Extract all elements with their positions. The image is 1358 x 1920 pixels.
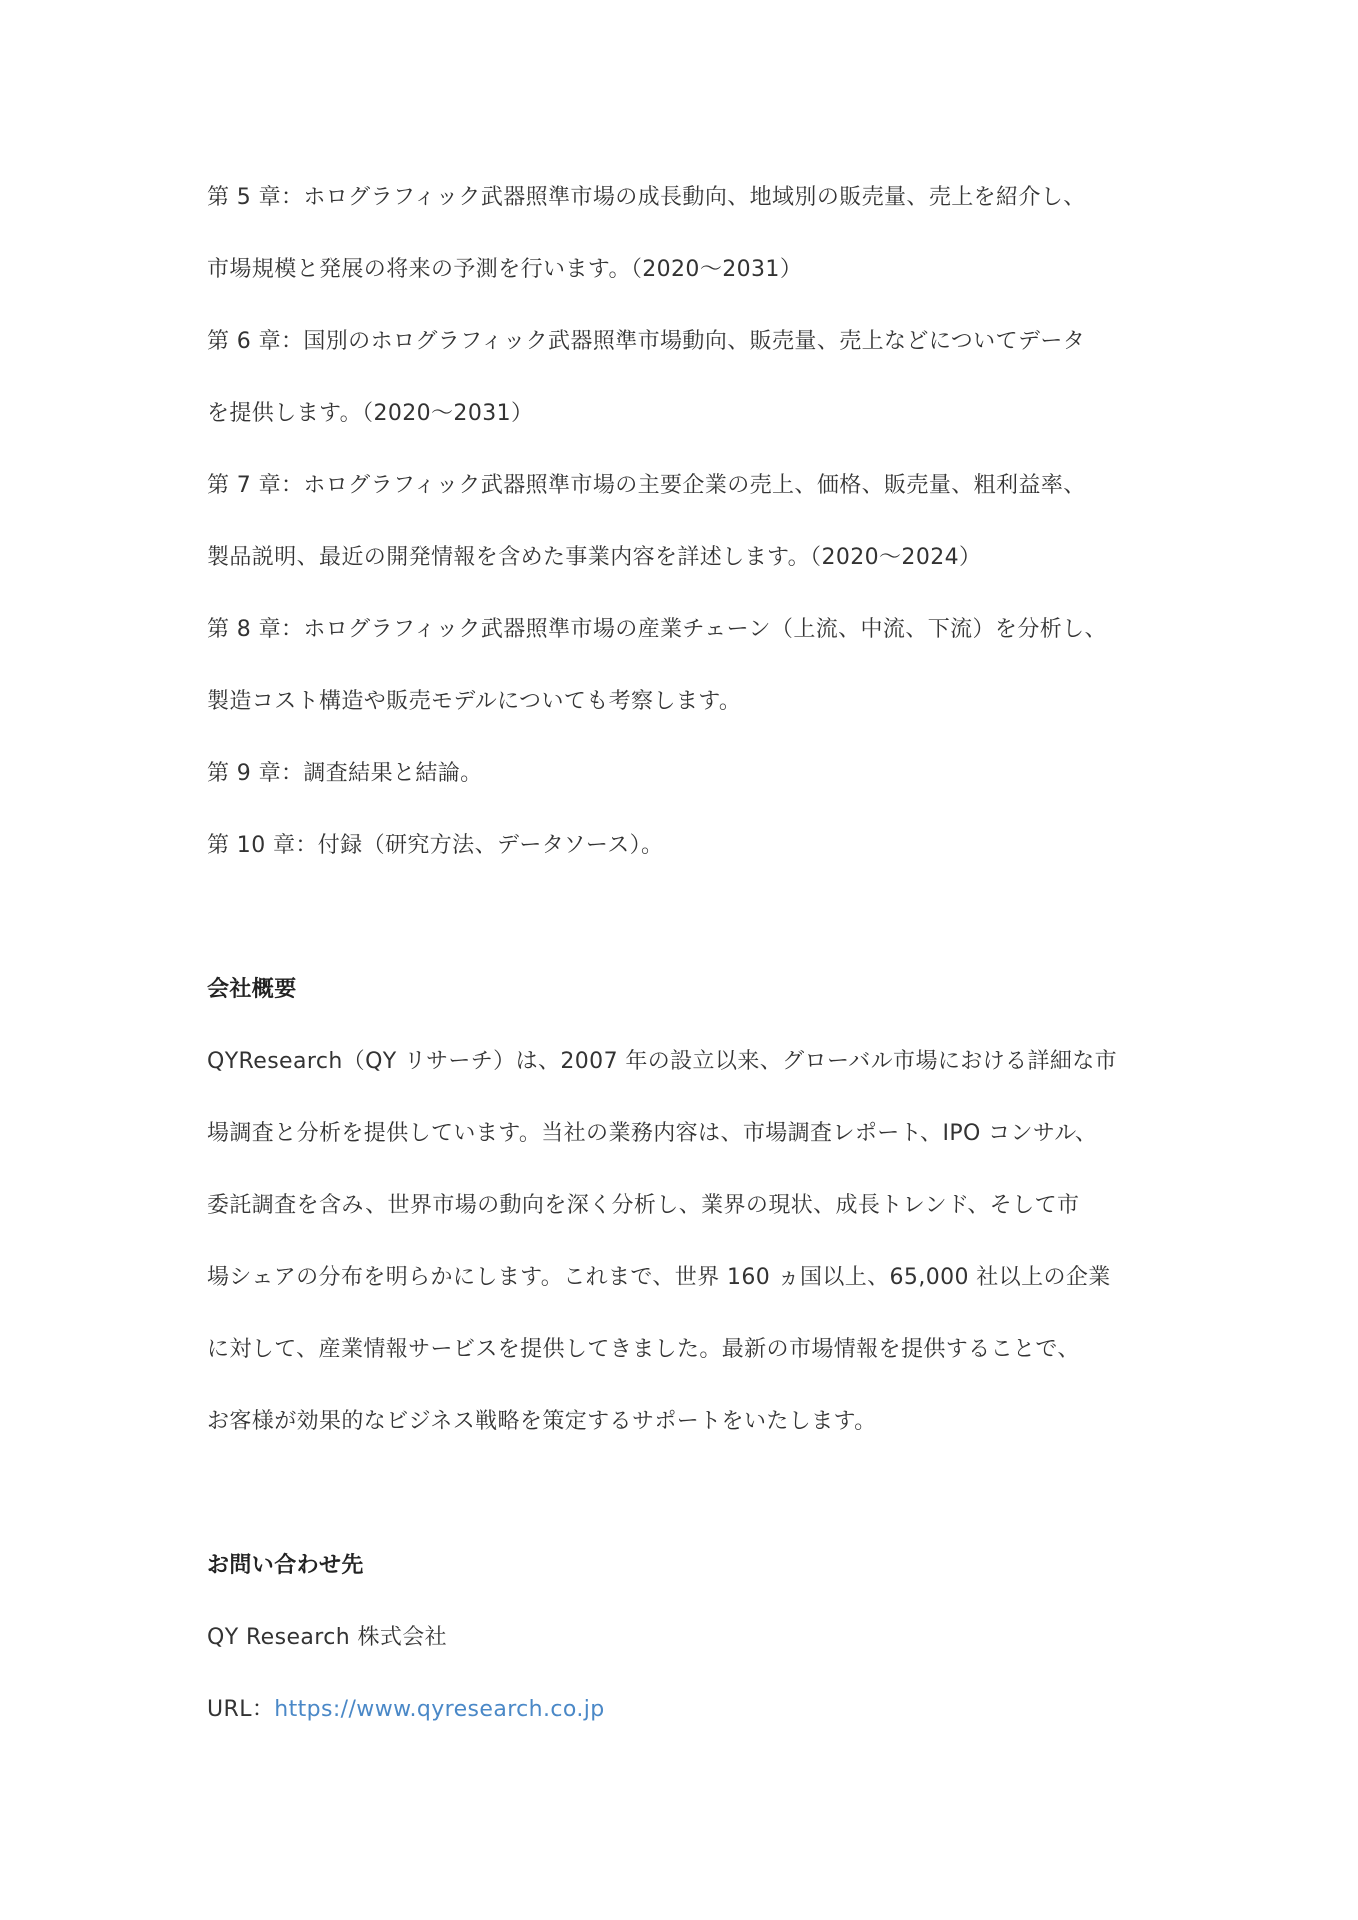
contact-heading: お問い合わせ先 [207,1553,364,1578]
chapter-5-line-1: 第 5 章：ホログラフィック武器照準市場の成長動向、地域別の販売量、売上を紹介し、 [207,185,1086,210]
chapter-6-line-2: を提供します。（2020～2031） [207,401,534,426]
company-line-1: QYResearch（QY リサーチ）は、2007 年の設立以来、グローバル市場における詳細な市 [207,1049,1118,1074]
chapter-7-line-2: 製品説明、最近の開発情報を含めた事業内容を詳述します。（2020～2024） [207,545,982,570]
chapter-7-line-1: 第 7 章：ホログラフィック武器照準市場の主要企業の売上、価格、販売量、粗利益率、 [207,473,1086,498]
company-line-4: 場シェアの分布を明らかにします。これまで、世界 160 ヵ国以上、65,000 社以上の企業 [207,1265,1111,1290]
website-link[interactable]: https://www.qyresearch.co.jp [274,1697,605,1722]
company-line-2: 場調査と分析を提供しています。当社の業務内容は、市場調査レポート、IPO コンサル、 [207,1121,1098,1146]
contact-company-name: QY Research 株式会社 [207,1625,448,1650]
company-line-6: お客様が効果的なビジネス戦略を策定するサポートをいたします。 [207,1409,877,1434]
document-page [207,0,1162,1920]
chapter-8-line-1: 第 8 章：ホログラフィック武器照準市場の産業チェーン（上流、中流、下流）を分析し、 [207,617,1107,642]
chapter-8-line-2: 製造コスト構造や販売モデルについても考察します。 [207,689,742,714]
company-heading: 会社概要 [207,977,297,1002]
company-line-3: 委託調査を含み、世界市場の動向を深く分析し、業界の現状、成長トレンド、そして市 [207,1193,1080,1218]
chapter-10-line: 第 10 章：付録（研究方法、データソース）。 [207,833,664,858]
chapter-9-line: 第 9 章：調査結果と結論。 [207,761,483,786]
url-label: URL： [207,1697,275,1722]
chapter-6-line-1: 第 6 章：国別のホログラフィック武器照準市場動向、販売量、売上などについてデータ [207,329,1086,354]
contact-url-row [207,1695,605,1725]
chapter-5-line-2: 市場規模と発展の将来の予測を行います。（2020～2031） [207,257,803,282]
company-line-5: に対して、産業情報サービスを提供してきました。最新の市場情報を提供することで、 [207,1337,1080,1362]
